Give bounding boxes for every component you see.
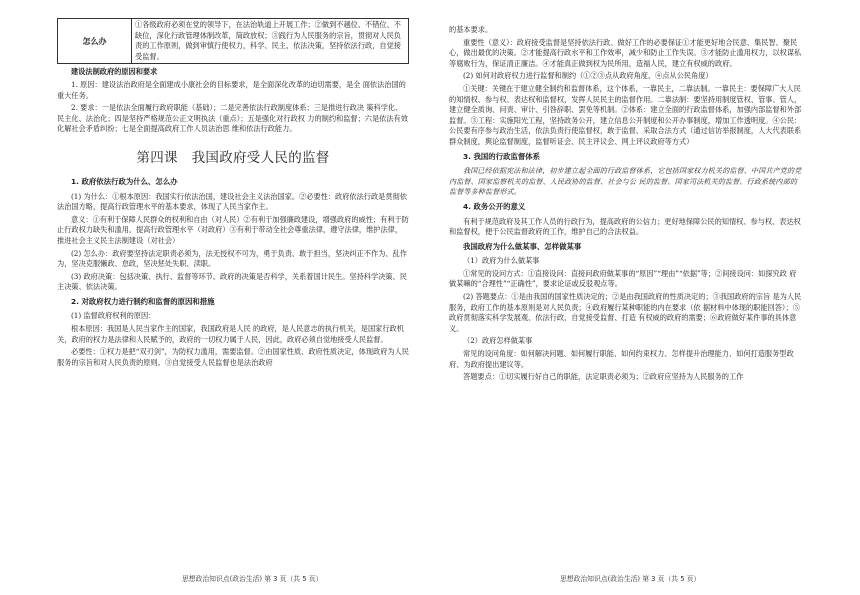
paragraph: （2）政府怎样做某事	[463, 336, 533, 346]
paragraph: 必要性：①权力是把“双刃剑”，为防权力滥用，需要监督。②由国家性质、政府性质决定，体现政府为人民服务的宗旨和对人民负责的原则。③自觉接受人民监督也是法治政府	[57, 347, 409, 367]
paragraph: （1）政府为什么做某事	[463, 256, 540, 266]
right-column	[449, 25, 802, 385]
paragraph: ①常见的设问方式：①直接设问：直接问政府做某事的“原因”“理由”“依据”等；②间接设问：如探究政 府做某嘛的“合理性”“正确性”，要求论证或反驳观点等。	[449, 268, 797, 289]
left-column	[57, 18, 409, 370]
page-footer-right: 思想政治知识点(政治生活) 第 3 页（共 5 页）	[560, 575, 701, 583]
how-to-table	[57, 18, 409, 64]
paragraph: ①关键：关键在于建立健全制约和监督体系，这个体系，一靠民主，二靠法制。一靠民主：要保障广大人民的知情权、参与权、表达权和监督权，发挥人民民主的监督作用。二靠法制：要坚持用制度管权、管事、管人，建立健全质询、问责、审计、引咎辞职、罢免等机制。②体系：建立全面的行政监督体系，加强内部监督和外部监督。③工程：实施阳光工程，坚持政务公开，建立信息公开制度和公开办事制度，增加工作透明度。④公民：公民要有序参与政治生活，依法负责行使监督权，敢于监督、采取合法方式（通过信访举报制度，人大代表联系群众制度，舆论监督制度，监督听证会、民主评议会、网上评议政府等方式）	[449, 83, 802, 146]
page-footer-left: 思想政治知识点(政治生活) 第 3 页（共 5 页）	[182, 575, 323, 583]
paragraph: 的基本要求。	[449, 25, 493, 34]
paragraph: 意义：①有利于保障人民群众的权利和自由（对人民）②有利于加强廉政建设，增强政府的威性；有利于防止行政权力缺失和滥用，提高行政管理水平（对政府）③有利于带动全社会尊重法律，遵守法律，维护法律，推进社会主义民主法制建设（对社会）	[57, 214, 409, 245]
section-heading: 1. 政府依法行政为什么、怎么办	[71, 176, 178, 186]
section-heading: 4. 政务公开的意义	[463, 201, 526, 211]
section-heading: 2. 对政府权力进行制约和监督的原因和措施	[71, 296, 215, 306]
section-heading: 我国政府为什么做某事、怎样做某事	[463, 241, 582, 251]
paragraph: 根本原因：我国是人民当家作主的国家，我国政府是人民 的政府，是人民意志的执行机关，是国家行政机关，政府的权力是法律和人民赋予的，政府的一切权力属于人民，因此，政府必须自觉地接受人民监督。	[57, 324, 404, 344]
paragraph: 重要性（意义）：政府接受监督是坚持依法行政、做好工作的必要保证①才能更好地合民意、集民智、聚民心，做出最优的决策。②才能提高行政水平和工作效率，减少和防止工作失误。③才能防止滥用权力，以权谋私等腐败行为，保证清正廉洁。④才能真正做到权为民所用，造福人民，建立有权威的政府。	[449, 37, 802, 68]
table-row	[58, 19, 409, 64]
lesson-title: 第四课 我国政府受人民的监督	[136, 149, 330, 166]
paragraph: 有利于规范政府及其工作人员的行政行为，提高政府的公信力；更好地保障公民的知情权、参与权、表达权和监督权，便于公民监督政府的工作，维护自己的合法权益。	[449, 216, 801, 237]
paragraph: 2. 要求：一是依法全面履行政府职能（基础）；二是完善依法行政制度体系；三是推进行政决 策科学化、民主化、法治化；四是坚持严格规范公正文明执法（重点）；五是强化对行政权 力的制约和监督；六是依法有效化解社会矛盾纠纷；七是全面提高政府工作人员法治思 维和依法行政能力。	[57, 103, 408, 134]
table-key-cell: 怎么办	[58, 19, 132, 64]
paragraph: 答题要点：①切实履行好自己的职能，法定职责必须为；②政府应坚持为人民服务的工作	[463, 372, 744, 382]
paragraph: (2) 如何对政府权力进行监督和制约（①②③点从政府角度、④点从公民角度）	[463, 71, 713, 81]
paragraph: 1. 原因：建设法治政府是全面建成小康社会的目标要求，是全面深化改革的迫切需要，是全 面依法治国的重大任务。	[57, 79, 406, 100]
sub-heading: 建设法制政府的原因和要求	[71, 67, 158, 77]
paragraph: (3) 政府决策：包括决策、执行、监督等环节。政府的决策是否科学，关系着国计民生。坚持科学决策、民主决策、依法决策。	[57, 271, 407, 292]
paragraph: 我国已经依据宪法和法律，初步建立起全面的行政监督体系，它包括国家权力机关的监督、中国共产党的党内监督、国家监察机关的监督、人民政协的监督、社会与公 民的监督、国家司法机关的监督、行政系统内部的监督等多种监督形式。	[449, 167, 802, 197]
paragraph: (2) 怎么办：政府要坚持法定职责必须为，法无授权不可为，勇于负责、敢于担当，坚决纠正不作为、乱作为，坚决克服懒政、怠政，坚决惩处失职、渎职。	[57, 248, 407, 269]
paragraph: (1) 监督政府权利的原因：	[71, 311, 156, 321]
paragraph: (1) 为什么：①根本原因：我国实行依法治国，建设社会主义法治国家。②必要性：政府依法行政是贯彻依法治国方略，提高行政管理水平的基本要求，体现了人民当家作主。	[57, 191, 407, 212]
paragraph: 常见的设问角度：如何解决问题、如何履行职能、如何约束权力、怎样提升治理能力、如何打造服务型政府、为政府提出建议等。	[449, 349, 794, 369]
paragraph: (2) 答题要点：①是由我国的国家性质决定的；②是由我国政府的性质决定的；③我国政府的宗旨 是为人民服务，政府工作的基本原则是对人民负责；④政府履行某种职能的内在要求（依 据材料中体现的职能回答）；⑤政府贯彻落实科学发展观、依法行政、自觉接受监督、打造 有权威的政府的需要；⑥政府做好某件事的具体意义。	[449, 292, 802, 333]
section-heading: 3. 我国的行政监督体系	[463, 151, 541, 161]
table-value-cell: ①各级政府必须在党的领导下，在法治轨道上开展工作；②做到不越位、不错位、不缺位，深化行政管理体制改革，简政放权；③践行为人民服务的宗旨，贯彻对人民负 责的工作原则，做到审慎行使权力，科学、民主、依法决策，坚持依法行政，自觉接受监督。	[132, 19, 409, 64]
